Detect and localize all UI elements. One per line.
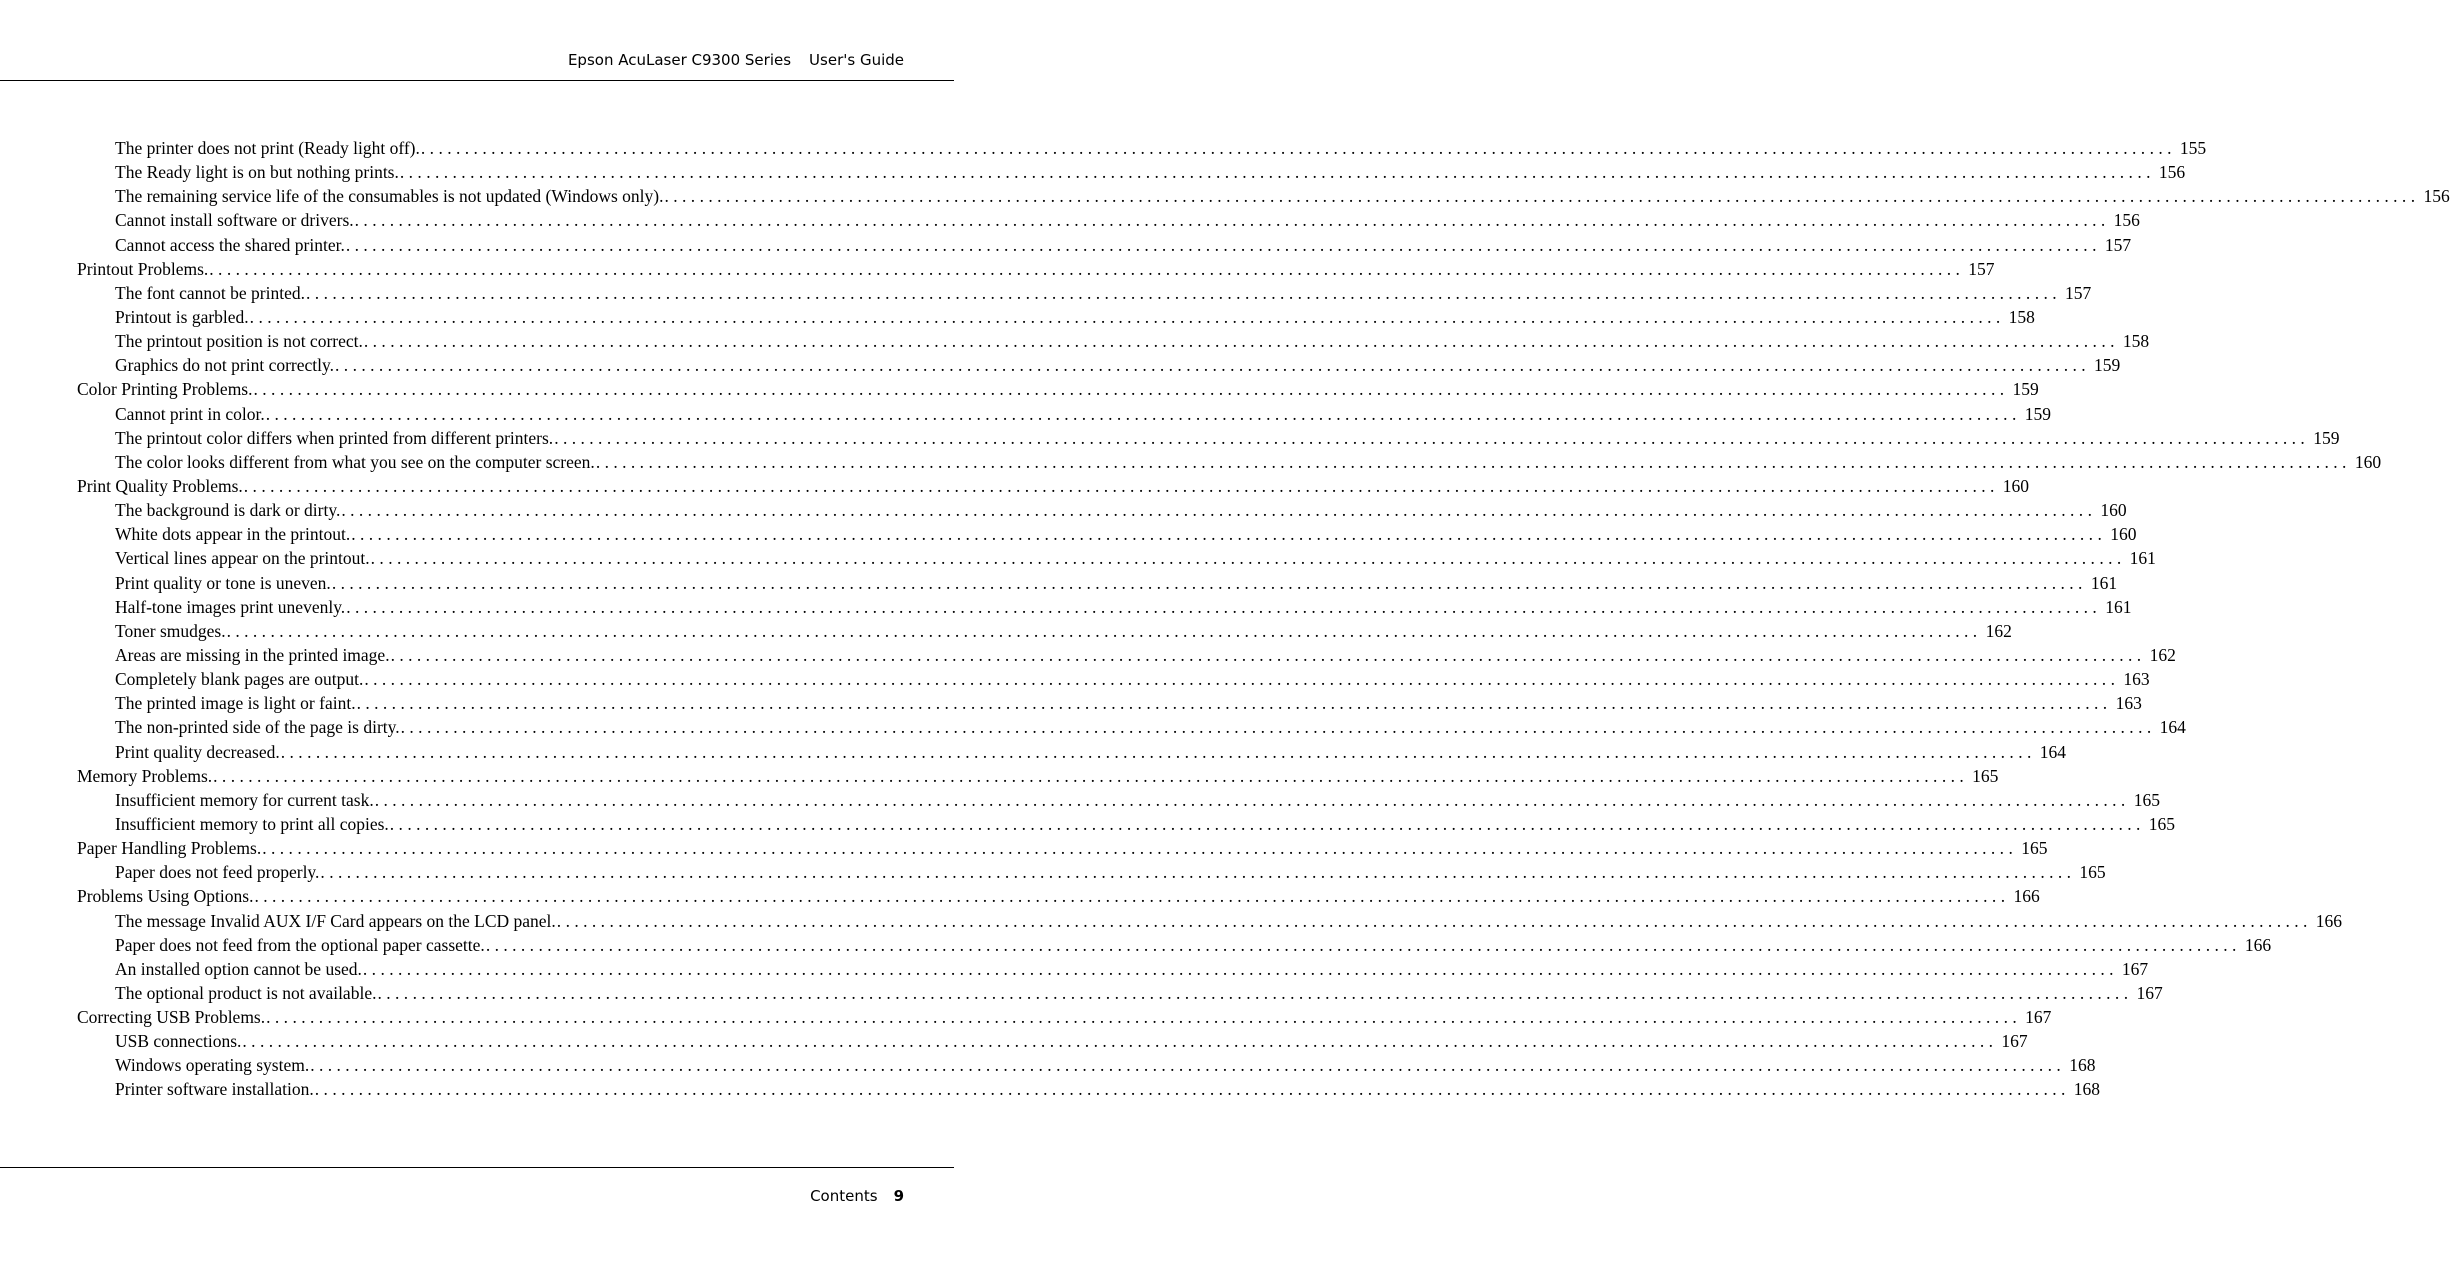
toc-entry-title: Areas are missing in the printed image. bbox=[115, 644, 390, 665]
toc-dot-leader: ........................................................................................................................................................................................................ bbox=[243, 475, 1999, 496]
toc-dot-leader: ........................................................................................................................................................................................................ bbox=[346, 596, 2102, 617]
toc-dot-leader: ........................................................................................................................................................................................................ bbox=[314, 1079, 2070, 1100]
toc-dot-leader: ........................................................................................................................................................................................................ bbox=[554, 427, 2310, 448]
toc-entry-title: Toner smudges. bbox=[115, 620, 226, 641]
toc-dot-leader: ........................................................................................................................................................................................................ bbox=[664, 186, 2420, 207]
toc-entry-page-number: 168 bbox=[2069, 1055, 2096, 1076]
toc-entry-title: Printout Problems. bbox=[77, 258, 209, 279]
toc-entry-page-number: 165 bbox=[2079, 862, 2106, 883]
toc-entry-page-number: 167 bbox=[2025, 1007, 2052, 1028]
toc-dot-leader: ........................................................................................................................................................................................................ bbox=[253, 379, 2009, 400]
toc-entry-title: Cannot install software or drivers. bbox=[115, 210, 354, 231]
toc-dot-leader: ........................................................................................................................................................................................................ bbox=[262, 838, 2018, 859]
toc-entry-title: The message Invalid AUX I/F Card appears on the LCD panel. bbox=[115, 910, 556, 931]
toc-entry-page-number: 162 bbox=[2149, 644, 2176, 665]
toc-entry-page-number: 155 bbox=[2179, 138, 2207, 158]
toc-entry-page-number: 164 bbox=[2159, 717, 2186, 738]
toc-subsection-entry[interactable] bbox=[77, 233, 2132, 257]
toc-entry-page-number: 159 bbox=[2094, 355, 2121, 376]
toc-subsection-entry[interactable] bbox=[77, 571, 2118, 595]
toc-subsection-entry[interactable] bbox=[77, 450, 2382, 474]
toc-subsection-entry[interactable] bbox=[77, 1077, 2101, 1101]
toc-entry-title: Paper does not feed from the optional paper cassette. bbox=[115, 934, 485, 955]
toc-subsection-entry[interactable] bbox=[77, 1053, 2096, 1077]
footer-section-label: Contents bbox=[810, 1187, 878, 1205]
toc-dot-leader: ........................................................................................................................................................................................................ bbox=[335, 355, 2091, 376]
toc-dot-leader: ........................................................................................................................................................................................................ bbox=[595, 451, 2351, 472]
toc-entry-title: Printout is garbled. bbox=[115, 306, 249, 327]
toc-entry-title: Print quality decreased. bbox=[115, 741, 280, 762]
toc-entry-title: Correcting USB Problems. bbox=[77, 1007, 266, 1028]
toc-section-entry[interactable] bbox=[77, 764, 1999, 788]
toc-entry-page-number: 161 bbox=[2129, 548, 2156, 569]
toc-subsection-entry[interactable] bbox=[77, 329, 2150, 353]
toc-entry-title: The color looks different from what you see on the computer screen. bbox=[115, 451, 595, 472]
toc-entry-title: The remaining service life of the consumables is not updated (Windows only). bbox=[115, 186, 664, 207]
toc-entry-page-number: 160 bbox=[2110, 524, 2137, 545]
toc-section-entry[interactable] bbox=[77, 474, 2030, 498]
toc-entry-title: The font cannot be printed. bbox=[115, 282, 306, 303]
toc-entry-title: Paper Handling Problems. bbox=[77, 838, 262, 859]
toc-dot-leader: ........................................................................................................................................................................................................ bbox=[265, 403, 2021, 424]
header-divider bbox=[0, 80, 954, 81]
toc-section-entry[interactable] bbox=[77, 884, 2040, 908]
toc-entry-page-number: 161 bbox=[2090, 572, 2118, 593]
toc-entry-page-number: 160 bbox=[2100, 500, 2127, 521]
footer-page-number: 9 bbox=[893, 1187, 904, 1205]
toc-entry-title: An installed option cannot be used. bbox=[115, 958, 362, 979]
toc-entry-title: The non-printed side of the page is dirty. bbox=[115, 717, 400, 738]
toc-entry-page-number: 160 bbox=[2002, 475, 2030, 496]
toc-entry-title: Printer software installation. bbox=[115, 1079, 314, 1100]
toc-entry-page-number: 164 bbox=[2039, 741, 2066, 762]
toc-entry-page-number: 158 bbox=[2008, 306, 2035, 327]
toc-dot-leader: ........................................................................................................................................................................................................ bbox=[242, 1031, 1998, 1052]
footer-divider bbox=[0, 1167, 954, 1168]
toc-entry-title: Print quality or tone is uneven. bbox=[115, 572, 331, 593]
toc-dot-leader: ........................................................................................................................................................................................................ bbox=[310, 1055, 2066, 1076]
toc-entry-title: White dots appear in the printout. bbox=[115, 524, 351, 545]
toc-dot-leader: ........................................................................................................................................................................................................ bbox=[364, 669, 2120, 690]
toc-subsection-entry[interactable] bbox=[77, 619, 2012, 643]
toc-entry-title: Print Quality Problems. bbox=[77, 475, 243, 496]
toc-entry-page-number: 159 bbox=[2313, 427, 2340, 448]
toc-dot-leader: ........................................................................................................................................................................................................ bbox=[377, 982, 2133, 1003]
toc-subsection-entry[interactable] bbox=[77, 402, 2051, 426]
toc-entry-title: Windows operating system. bbox=[115, 1055, 310, 1076]
toc-subsection-entry[interactable] bbox=[77, 305, 2035, 329]
toc-entry-title: Insufficient memory for current task. bbox=[115, 789, 374, 810]
toc-subsection-entry[interactable] bbox=[77, 546, 2156, 570]
toc-entry-title: Paper does not feed properly. bbox=[115, 862, 320, 883]
toc-subsection-entry[interactable] bbox=[77, 498, 2127, 522]
toc-dot-leader: ........................................................................................................................................................................................................ bbox=[249, 306, 2005, 327]
toc-dot-leader: ........................................................................................................................................................................................................ bbox=[356, 693, 2112, 714]
toc-dot-leader: ........................................................................................................................................................................................................ bbox=[226, 620, 1982, 641]
toc-entry-page-number: 156 bbox=[2158, 162, 2186, 183]
toc-entry-page-number: 166 bbox=[2315, 910, 2343, 931]
toc-subsection-entry[interactable] bbox=[77, 691, 2142, 715]
toc-dot-leader: ........................................................................................................................................................................................................ bbox=[345, 234, 2101, 255]
toc-dot-leader: ........................................................................................................................................................................................................ bbox=[320, 862, 2076, 883]
toc-subsection-entry[interactable] bbox=[77, 981, 2163, 1005]
toc-entry-title: USB connections. bbox=[115, 1031, 242, 1052]
toc-dot-leader: ........................................................................................................................................................................................................ bbox=[420, 138, 2176, 158]
toc-entry-title: The printed image is light or faint. bbox=[115, 693, 356, 714]
toc-entry-page-number: 167 bbox=[2001, 1031, 2028, 1052]
toc-entry-page-number: 165 bbox=[2133, 789, 2160, 810]
toc-entry-page-number: 165 bbox=[1972, 765, 1999, 786]
header-guide-title: User's Guide bbox=[809, 51, 904, 69]
toc-subsection-entry[interactable] bbox=[77, 643, 2176, 667]
toc-subsection-entry[interactable] bbox=[77, 715, 2186, 739]
toc-entry-title: Cannot print in color. bbox=[115, 403, 265, 424]
toc-entry-title: Vertical lines appear on the printout. bbox=[115, 548, 370, 569]
toc-entry-page-number: 158 bbox=[2122, 331, 2150, 352]
toc-section-entry[interactable] bbox=[77, 1005, 2052, 1029]
toc-section-entry[interactable] bbox=[77, 377, 2039, 401]
toc-entry-title: Problems Using Options. bbox=[77, 886, 254, 907]
toc-subsection-entry[interactable] bbox=[77, 522, 2137, 546]
toc-subsection-entry[interactable] bbox=[77, 860, 2106, 884]
toc-entry-page-number: 166 bbox=[2013, 886, 2040, 907]
toc-entry-title: Graphics do not print correctly. bbox=[115, 355, 335, 376]
toc-subsection-entry[interactable] bbox=[77, 740, 2066, 764]
toc-subsection-entry[interactable] bbox=[77, 909, 2343, 933]
toc-entry-title: The background is dark or dirty. bbox=[115, 500, 341, 521]
toc-entry-title: Completely blank pages are output. bbox=[115, 669, 364, 690]
toc-entry-page-number: 161 bbox=[2105, 596, 2132, 617]
toc-dot-leader: ........................................................................................................................................................................................................ bbox=[341, 500, 2097, 521]
toc-entry-title: Half-tone images print unevenly. bbox=[115, 596, 346, 617]
page-footer bbox=[810, 1187, 904, 1205]
toc-dot-leader: ........................................................................................................................................................................................................ bbox=[362, 958, 2118, 979]
toc-entry-page-number: 162 bbox=[1985, 620, 2012, 641]
toc-dot-leader: ........................................................................................................................................................................................................ bbox=[213, 765, 1969, 786]
toc-subsection-entry[interactable] bbox=[77, 667, 2150, 691]
toc-subsection-entry[interactable] bbox=[77, 160, 2186, 184]
toc-entry-page-number: 165 bbox=[2021, 838, 2048, 859]
toc-section-entry[interactable] bbox=[77, 257, 1995, 281]
toc-subsection-entry[interactable] bbox=[77, 788, 2160, 812]
toc-dot-leader: ........................................................................................................................................................................................................ bbox=[399, 162, 2155, 183]
toc-subsection-entry[interactable] bbox=[77, 933, 2272, 957]
toc-dot-leader: ........................................................................................................................................................................................................ bbox=[374, 789, 2130, 810]
toc-subsection-entry[interactable] bbox=[77, 957, 2149, 981]
toc-entry-title: The optional product is not available. bbox=[115, 982, 377, 1003]
toc-entry-page-number: 163 bbox=[2115, 693, 2142, 714]
toc-entry-page-number: 157 bbox=[1968, 258, 1995, 279]
toc-dot-leader: ........................................................................................................................................................................................................ bbox=[389, 813, 2145, 834]
toc-dot-leader: ........................................................................................................................................................................................................ bbox=[556, 910, 2312, 931]
toc-entry-page-number: 157 bbox=[2065, 282, 2092, 303]
toc-dot-leader: ........................................................................................................................................................................................................ bbox=[266, 1007, 2022, 1028]
toc-entry-page-number: 160 bbox=[2354, 451, 2382, 472]
toc-subsection-entry[interactable] bbox=[77, 595, 2132, 619]
toc-subsection-entry[interactable] bbox=[77, 812, 2176, 836]
toc-subsection-entry[interactable] bbox=[77, 184, 2450, 208]
toc-entry-page-number: 165 bbox=[2148, 813, 2176, 834]
table-of-contents bbox=[77, 136, 2450, 1102]
toc-dot-leader: ........................................................................................................................................................................................................ bbox=[306, 282, 2062, 303]
toc-subsection-entry[interactable] bbox=[77, 136, 2207, 160]
toc-entry-page-number: 159 bbox=[2012, 379, 2039, 400]
toc-entry-page-number: 167 bbox=[2136, 982, 2163, 1003]
toc-entry-title: The Ready light is on but nothing prints. bbox=[115, 162, 399, 183]
page-header bbox=[568, 51, 904, 69]
toc-entry-title: Insufficient memory to print all copies. bbox=[115, 813, 389, 834]
toc-entry-page-number: 168 bbox=[2073, 1079, 2101, 1100]
toc-subsection-entry[interactable] bbox=[77, 208, 2140, 232]
toc-entry-title: Cannot access the shared printer. bbox=[115, 234, 345, 255]
toc-dot-leader: ........................................................................................................................................................................................................ bbox=[485, 934, 2241, 955]
toc-subsection-entry[interactable] bbox=[77, 1029, 2028, 1053]
toc-subsection-entry[interactable] bbox=[77, 426, 2340, 450]
toc-entry-page-number: 163 bbox=[2123, 669, 2150, 690]
toc-dot-leader: ........................................................................................................................................................................................................ bbox=[209, 258, 1965, 279]
toc-entry-title: Color Printing Problems. bbox=[77, 379, 253, 400]
toc-dot-leader: ........................................................................................................................................................................................................ bbox=[354, 210, 2110, 231]
toc-subsection-entry[interactable] bbox=[77, 281, 2092, 305]
toc-entry-title: Memory Problems. bbox=[77, 765, 213, 786]
toc-section-entry[interactable] bbox=[77, 836, 2048, 860]
toc-entry-page-number: 159 bbox=[2024, 403, 2051, 424]
toc-entry-title: The printer does not print (Ready light off). bbox=[115, 138, 420, 158]
toc-dot-leader: ........................................................................................................................................................................................................ bbox=[280, 741, 2036, 762]
toc-entry-page-number: 167 bbox=[2121, 958, 2149, 979]
toc-entry-page-number: 156 bbox=[2113, 210, 2140, 231]
toc-dot-leader: ........................................................................................................................................................................................................ bbox=[400, 717, 2156, 738]
toc-dot-leader: ........................................................................................................................................................................................................ bbox=[254, 886, 2010, 907]
toc-entry-page-number: 157 bbox=[2104, 234, 2132, 255]
toc-subsection-entry[interactable] bbox=[77, 353, 2121, 377]
toc-dot-leader: ........................................................................................................................................................................................................ bbox=[370, 548, 2126, 569]
toc-dot-leader: ........................................................................................................................................................................................................ bbox=[331, 572, 2087, 593]
toc-entry-title: The printout color differs when printed from different printers. bbox=[115, 427, 554, 448]
toc-dot-leader: ........................................................................................................................................................................................................ bbox=[390, 644, 2146, 665]
toc-entry-title: The printout position is not correct. bbox=[115, 331, 363, 352]
toc-entry-page-number: 156 bbox=[2423, 186, 2450, 207]
toc-dot-leader: ........................................................................................................................................................................................................ bbox=[351, 524, 2107, 545]
toc-entry-page-number: 166 bbox=[2244, 934, 2272, 955]
toc-dot-leader: ........................................................................................................................................................................................................ bbox=[363, 331, 2119, 352]
header-product-title: Epson AcuLaser C9300 Series bbox=[567, 51, 792, 69]
